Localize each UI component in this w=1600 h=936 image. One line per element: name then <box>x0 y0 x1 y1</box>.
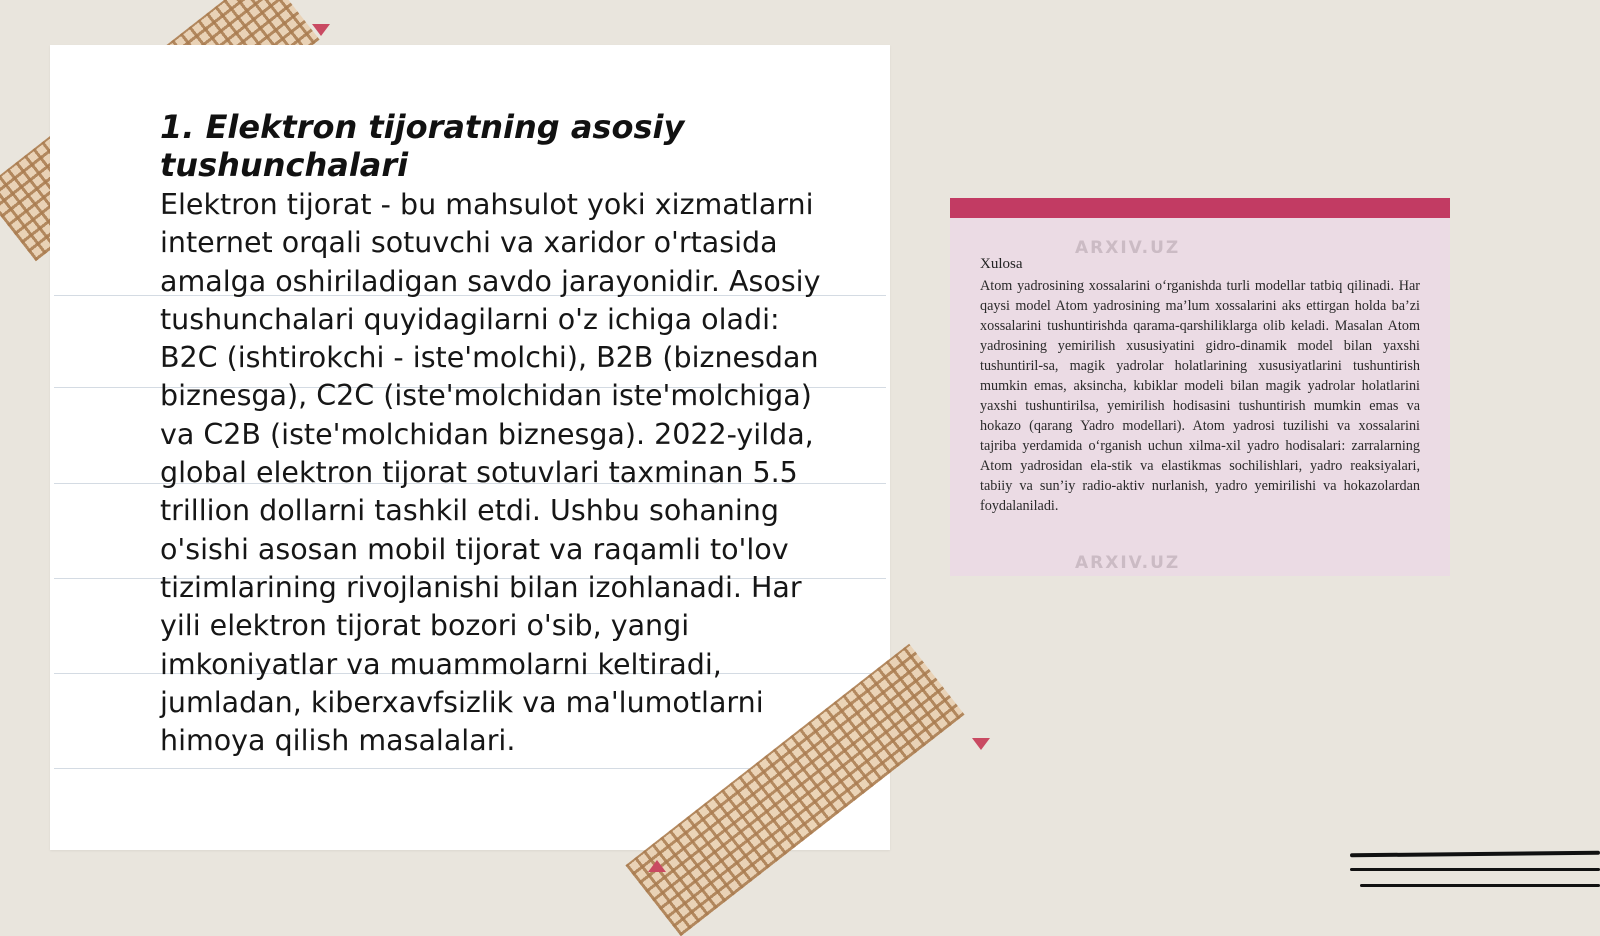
accent-bar <box>950 198 1450 218</box>
scanned-document-image <box>950 198 1450 576</box>
watermark-logo: ARXIV.UZ <box>1075 553 1181 573</box>
slide-body-text: Elektron tijorat - bu mahsulot yoki xizmatlarni internet orqali sotuvchi va xaridor o'rtasida amalga oshiriladigan savdo jarayonidir. Asosiy tushunchalari quyidagilarni o'z ichiga oladi: B2C (ishtirokchi - iste'molchi), B2B (biznesdan biznesga), C2C (iste'molchidan iste'molchiga) va C2B (iste'molchidan biznesga). 2022-yilda, global elektron tijorat sotuvlari taxminan 5.5 trillion dollarni tashkil etdi. Ushbu sohaning o'sishi asosan mobil tijorat va raqamli to'lov tizimlarining rivojlanishi bilan izohlanadi. Har yili elektron tijorat bozori o'sib, yangi imkoniyatlar va muammolarni keltiradi, jumladan, kiberxavfsizlik va ma'lumotlarni himoya qilish masalalari. <box>160 188 821 758</box>
slide-title: 1. Elektron tijoratning asosiy tushunchalari <box>160 108 685 184</box>
pin-icon <box>312 24 330 36</box>
brush-stroke <box>1350 851 1600 858</box>
pin-icon <box>972 738 990 750</box>
watermark-logo: ARXIV.UZ <box>1075 238 1181 258</box>
pin-icon <box>648 860 666 872</box>
scan-paragraph: Atom yadrosining xossalarini o‘rganishda turli modellar tatbiq qilinadi. Har qaysi model Atom yadrosining ma’lum xossalarini aks ettirgan holda ba’zi xossalarini tushuntirishda qarama-qarshiliklarga olib keladi. Masalan Atom yadrosining yemirilish xususiyatini gidro-dinamik model bilan yaxshi tushuntiril-sa, magik yadrolar holatlarining xususiyatlarini tushuntirish mumkin emas, aksincha, kıbiklar modeli bilan magik yadrolar holatlarini yaxshi tushuntirilsa, yemirilish hodisasini tushuntirish mumkin emas va hokazo (qarang Yadro modellari). Atom yadrosi tuzilishi va xossalarini tajriba yerdamida o‘rganish uchun xilma-xil yadro hodisalari: zarralarning Atom yadrosidan ela-stik va elastikmas sochilishlari, yadro reaksiyalari, tabiiy va sun’iy radio-aktiv nurlanish, yadro yemirilishi va hokazolardan foydalaniladi. <box>980 278 1420 514</box>
brush-stroke <box>1360 884 1600 887</box>
brush-stroke <box>1350 868 1600 871</box>
scan-heading: Xulosa <box>980 256 1023 272</box>
